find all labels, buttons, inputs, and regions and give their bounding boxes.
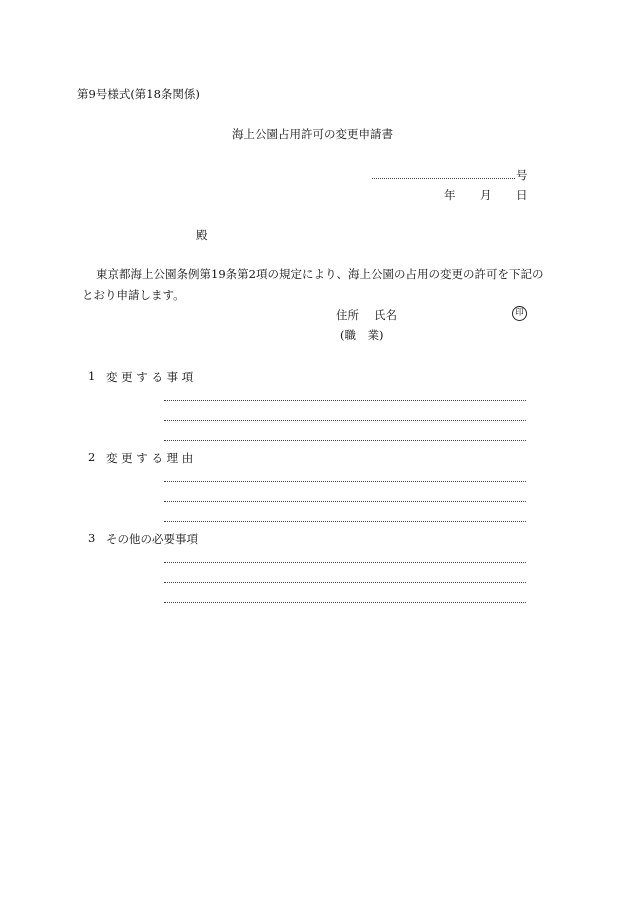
document-number-suffix: 号 xyxy=(516,168,528,182)
form-number: 第9号様式(第18条関係) xyxy=(77,87,200,101)
item-1-entry-line[interactable] xyxy=(164,400,526,401)
item-1-number: 1 xyxy=(88,369,96,383)
seal-mark: 印 xyxy=(512,306,527,321)
item-2-label: 変 更 す る 理 由 xyxy=(106,451,194,465)
body-text-line-2: とおり申請します。 xyxy=(82,288,185,302)
date-day: 日 xyxy=(516,188,528,202)
item-3-label: その他の必要事項 xyxy=(106,532,198,546)
item-3-entry-line[interactable] xyxy=(164,562,526,563)
date-month: 月 xyxy=(480,188,492,202)
item-1-entry-line[interactable] xyxy=(164,440,526,441)
item-1-label: 変 更 す る 事 項 xyxy=(106,370,194,384)
applicant-occupation-label: (職 業) xyxy=(340,328,384,342)
document-title: 海上公園占用許可の変更申請書 xyxy=(232,127,393,141)
document-number-blank[interactable] xyxy=(372,178,515,179)
item-2-number: 2 xyxy=(88,450,96,464)
item-2-entry-line[interactable] xyxy=(164,501,526,502)
item-3-number: 3 xyxy=(88,531,96,545)
item-3-entry-line[interactable] xyxy=(164,582,526,583)
item-2-entry-line[interactable] xyxy=(164,481,526,482)
body-text-line-1: 東京都海上公園条例第19条第2項の規定により、海上公園の占用の変更の許可を下記の xyxy=(96,267,544,281)
date-year: 年 xyxy=(444,188,456,202)
applicant-address-label: 住所 xyxy=(336,308,359,322)
item-3-entry-line[interactable] xyxy=(164,602,526,603)
item-2-entry-line[interactable] xyxy=(164,521,526,522)
applicant-name-label: 氏名 xyxy=(374,308,397,322)
item-1-entry-line[interactable] xyxy=(164,420,526,421)
addressee-honorific: 殿 xyxy=(196,228,208,242)
